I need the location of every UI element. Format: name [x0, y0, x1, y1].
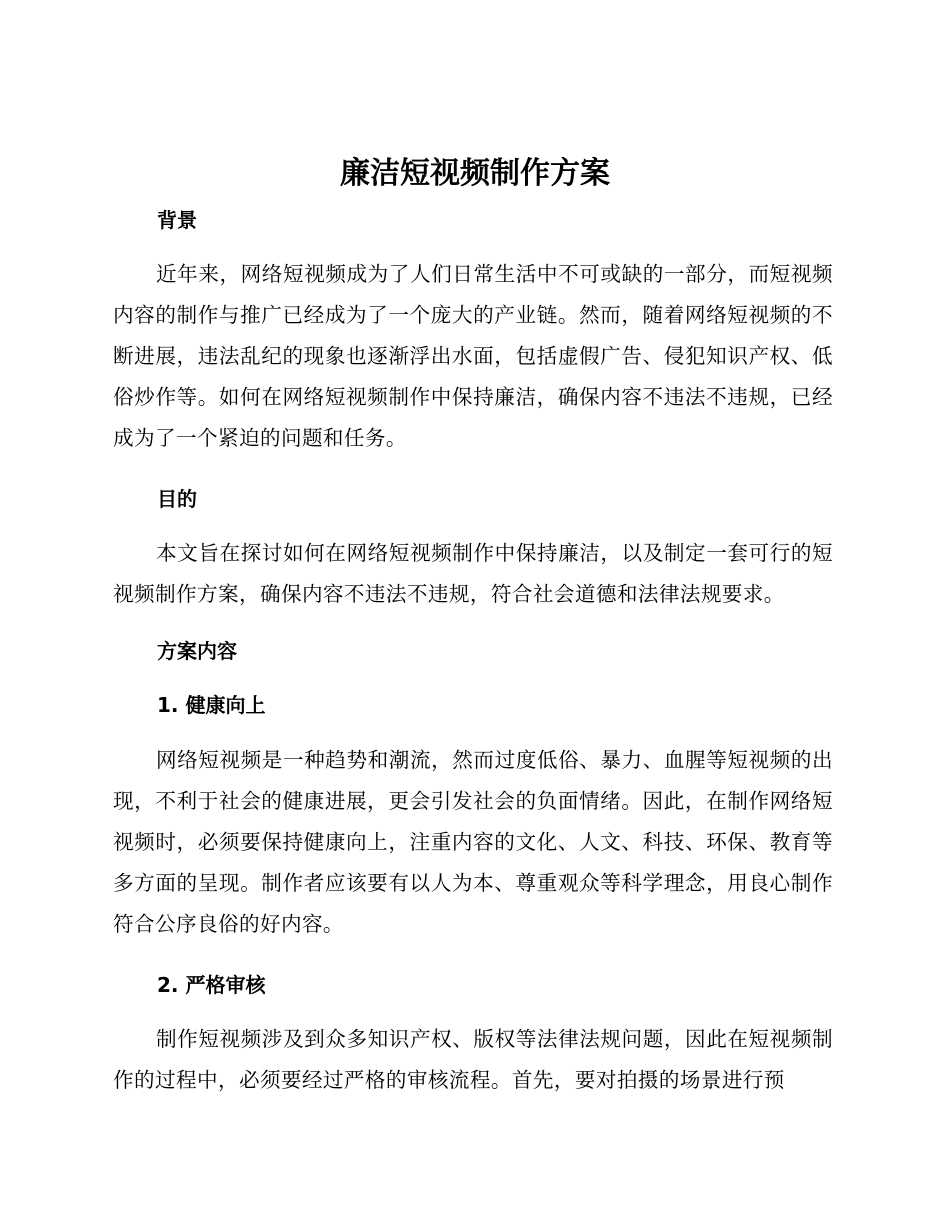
section-heading-background: 背景 — [157, 208, 197, 232]
subsection-heading-review: 2. 严格审核 — [157, 973, 266, 997]
paragraph-review: 制作短视频涉及到众多知识产权、版权等法律法规问题，因此在短视频制作的过程中，必须要经过严格的审核流程。首先，要对拍摄的场景进行预 — [113, 1027, 833, 1092]
paragraph-purpose: 本文旨在探讨如何在网络短视频制作中保持廉洁，以及制定一套可行的短视频制作方案，确保内容不违法不违规，符合社会道德和法律法规要求。 — [113, 541, 833, 606]
section-heading-plan: 方案内容 — [157, 639, 237, 663]
subsection-heading-healthy: 1. 健康向上 — [157, 693, 266, 717]
section-heading-purpose: 目的 — [157, 487, 197, 511]
paragraph-background: 近年来，网络短视频成为了人们日常生活中不可或缺的一部分，而短视频内容的制作与推广已经成为了一个庞大的产业链。然而，随着网络短视频的不断进展，违法乱纪的现象也逐渐浮出水面，包括虚假广告、侵犯知识产权、低俗炒作等。如何在网络短视频制作中保持廉洁，确保内容不违法不违规，已经成为了一个紧迫的问题和任务。 — [113, 262, 833, 450]
document-title: 廉洁短视频制作方案 — [340, 156, 610, 191]
paragraph-healthy: 网络短视频是一种趋势和潮流，然而过度低俗、暴力、血腥等短视频的出现，不利于社会的健康进展，更会引发社会的负面情绪。因此，在制作网络短视频时，必须要保持健康向上，注重内容的文化、人文、科技、环保、教育等多方面的呈现。制作者应该要有以人为本、尊重观众等科学理念，用良心制作符合公序良俗的好内容。 — [113, 748, 833, 936]
